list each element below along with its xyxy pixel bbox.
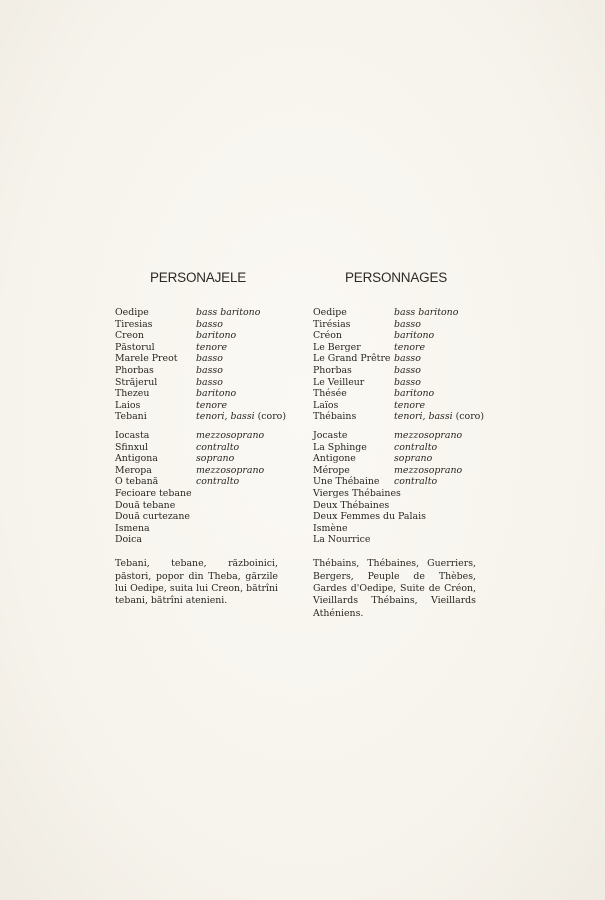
cast-row	[313, 307, 488, 319]
voice-type-label: mezzosoprano	[196, 464, 265, 476]
cast-row	[313, 476, 488, 488]
cast-row	[115, 430, 290, 442]
voice-type	[196, 411, 286, 423]
character-name: Créon	[313, 330, 342, 342]
cast-row	[313, 430, 488, 442]
character-name: Ismène	[313, 522, 348, 534]
voice-type-label: bass baritono	[394, 307, 459, 318]
character-name: Tebani	[115, 411, 147, 423]
character-name: Le Berger	[313, 341, 361, 353]
section-gap	[115, 423, 290, 430]
voice-type	[394, 319, 421, 331]
voice-type-label: baritono	[196, 330, 237, 342]
voice-type	[394, 453, 432, 465]
character-name: O tebană	[115, 476, 159, 488]
cast-row	[115, 319, 290, 331]
chorus-description-french: Thébains, Thébaines, Guerriers, Bergers, Peuple de Thèbes, Gardes d'Oedipe, Suite de Créon, Vieillards Thébains, Vieillards Athéniens.	[313, 558, 476, 619]
cast-row	[313, 453, 488, 465]
voice-suffix: (coro)	[452, 411, 484, 423]
voice-type-label: tenore	[394, 341, 426, 353]
character-name: La Nourrice	[313, 534, 371, 546]
voice-type-label: contralto	[196, 476, 240, 488]
character-name: Marele Preot	[115, 353, 178, 365]
character-name: Le Grand Prêtre	[313, 353, 391, 365]
cast-row	[115, 377, 290, 389]
cast-row	[115, 365, 290, 377]
cast-heading-french: PERSONNAGES	[345, 270, 448, 285]
voice-type-label: basso	[394, 364, 421, 376]
voice-type	[196, 353, 223, 365]
voice-type	[196, 388, 236, 400]
voice-type	[196, 430, 264, 442]
character-name: Thésée	[313, 388, 347, 400]
voice-type-label: contralto	[394, 476, 438, 488]
character-name: Păstorul	[115, 341, 155, 353]
cast-row	[115, 465, 290, 477]
cast-row	[313, 388, 488, 400]
voice-type-label: basso	[196, 364, 223, 376]
voice-type	[196, 377, 223, 389]
cast-row	[313, 353, 488, 365]
voice-type-label: baritono	[196, 388, 237, 400]
character-name: Două tebane	[115, 499, 176, 511]
voice-type	[196, 465, 264, 477]
character-name: Laios	[115, 399, 141, 411]
character-name: Thébains	[313, 411, 357, 423]
character-name: Tirésias	[313, 318, 351, 330]
character-name: Două curtezane	[115, 511, 190, 523]
character-name: Sfinxul	[115, 441, 149, 453]
character-name: Thezeu	[115, 388, 150, 400]
cast-row	[115, 453, 290, 465]
character-name: Deux Femmes du Palais	[313, 511, 426, 523]
voice-type	[394, 388, 434, 400]
voice-type	[394, 307, 458, 319]
character-name: Phorbas	[313, 364, 352, 376]
character-name: Ismena	[115, 522, 150, 534]
voice-type	[196, 442, 239, 454]
voice-type-label: baritono	[394, 388, 435, 400]
cast-row	[313, 411, 488, 423]
voice-type-label: tenore	[196, 399, 228, 411]
voice-type-label: contralto	[196, 441, 240, 453]
character-name: Oedipe	[115, 307, 149, 318]
character-name: Oedipe	[313, 307, 347, 318]
voice-type	[196, 400, 227, 412]
voice-suffix: (coro)	[254, 411, 286, 423]
cast-heading-romanian: PERSONAJELE	[150, 270, 247, 285]
voice-type	[196, 453, 234, 465]
voice-type	[394, 476, 437, 488]
voice-type	[394, 353, 421, 365]
section-gap	[313, 423, 488, 430]
cast-row	[313, 488, 488, 500]
voice-type-label: mezzosoprano	[394, 429, 463, 441]
cast-row	[115, 488, 290, 500]
cast-row	[313, 330, 488, 342]
character-name: Mérope	[313, 464, 350, 476]
cast-row	[115, 476, 290, 488]
cast-row	[313, 400, 488, 412]
voice-type-label: soprano	[196, 453, 235, 465]
voice-type-label: basso	[394, 353, 421, 365]
character-name: Une Thébaine	[313, 476, 380, 488]
voice-type-label: baritono	[394, 330, 435, 342]
character-name: Vierges Thébaines	[313, 487, 401, 499]
voice-type	[394, 342, 425, 354]
voice-type-label: contralto	[394, 441, 438, 453]
voice-type-label: tenori, bassi	[196, 411, 255, 423]
voice-type	[394, 465, 462, 477]
voice-type-label: soprano	[394, 453, 433, 465]
character-name: Fecioare tebane	[115, 487, 192, 499]
character-name: Le Veilleur	[313, 376, 365, 388]
cast-row	[313, 511, 488, 523]
cast-row	[313, 500, 488, 512]
cast-row	[115, 511, 290, 523]
voice-type	[394, 377, 421, 389]
voice-type-label: bass baritono	[196, 307, 261, 318]
cast-row	[313, 377, 488, 389]
voice-type-label: mezzosoprano	[196, 429, 265, 441]
cast-row	[115, 330, 290, 342]
cast-list-romanian	[115, 307, 290, 546]
voice-type-label: tenori, bassi	[394, 411, 453, 423]
cast-row	[313, 465, 488, 477]
character-name: Tiresias	[115, 318, 153, 330]
voice-type-label: tenore	[394, 399, 426, 411]
cast-row	[313, 534, 488, 546]
voice-type-label: basso	[394, 376, 421, 388]
cast-row	[313, 442, 488, 454]
voice-type	[196, 365, 223, 377]
voice-type	[394, 430, 462, 442]
character-name: Jocaste	[313, 429, 348, 441]
voice-type-label: basso	[196, 353, 223, 365]
character-name: Deux Thébaines	[313, 499, 390, 511]
voice-type-label: basso	[196, 318, 223, 330]
cast-row	[115, 534, 290, 546]
voice-type-label: mezzosoprano	[394, 464, 463, 476]
voice-type	[394, 411, 484, 423]
voice-type	[196, 319, 223, 331]
cast-row	[115, 353, 290, 365]
voice-type-label: tenore	[196, 341, 228, 353]
character-name: Antigone	[313, 453, 356, 465]
cast-row	[115, 411, 290, 423]
cast-row	[313, 523, 488, 535]
voice-type	[394, 365, 421, 377]
cast-row	[115, 523, 290, 535]
voice-type	[394, 442, 437, 454]
voice-type	[196, 476, 239, 488]
character-name: Străjerul	[115, 376, 158, 388]
cast-row	[313, 342, 488, 354]
voice-type	[394, 400, 425, 412]
character-name: Meropa	[115, 464, 152, 476]
cast-row	[115, 500, 290, 512]
chorus-description-romanian: Tebani, tebane, războinici, păstori, popor din Theba, gărzile lui Oedipe, suita lui Creon, bătrîni tebani, bătrîni atenieni.	[115, 558, 278, 607]
voice-type	[196, 342, 227, 354]
character-name: Phorbas	[115, 364, 154, 376]
voice-type	[196, 330, 236, 342]
cast-list-french	[313, 307, 488, 546]
voice-type	[394, 330, 434, 342]
character-name: Creon	[115, 330, 144, 342]
voice-type-label: basso	[394, 318, 421, 330]
cast-row	[313, 319, 488, 331]
cast-row	[115, 442, 290, 454]
cast-row	[115, 388, 290, 400]
cast-row	[115, 307, 290, 319]
voice-type-label: basso	[196, 376, 223, 388]
cast-row	[115, 342, 290, 354]
character-name: La Sphinge	[313, 441, 367, 453]
voice-type	[196, 307, 260, 319]
character-name: Iocasta	[115, 429, 150, 441]
character-name: Laïos	[313, 399, 339, 411]
character-name: Antigona	[115, 453, 158, 465]
cast-row	[115, 400, 290, 412]
character-name: Doica	[115, 534, 142, 546]
cast-row	[313, 365, 488, 377]
